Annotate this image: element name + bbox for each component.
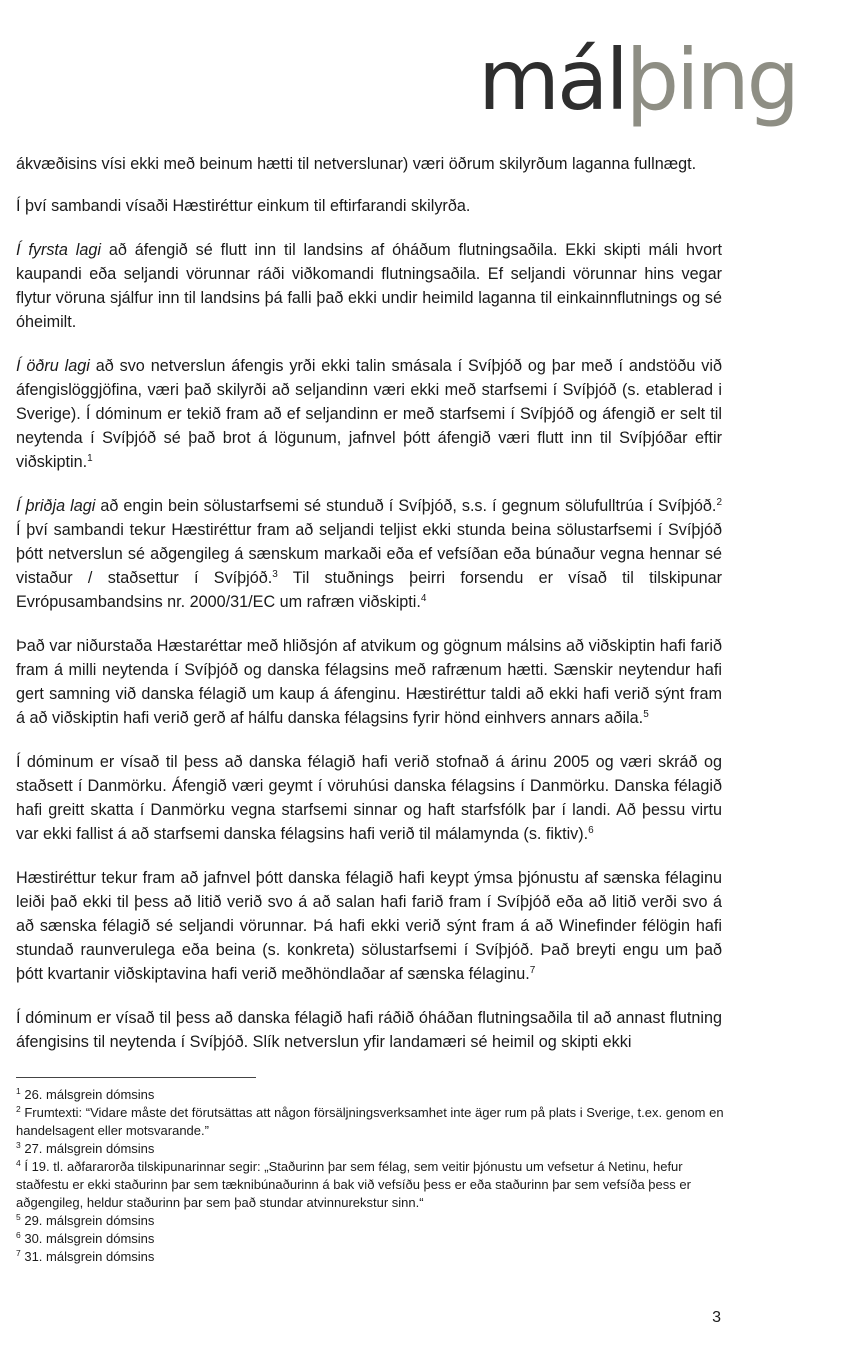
paragraph-text: Það var niðurstaða Hæstaréttar með hliðsjón af atvikum og gögnum málsins að viðskiptin hafi farið fram á milli neytenda í Svíþjóð og danska félagsins með rafrænum hætti. Sænskir neytendur hafi gert samning við danska félagið um kaup á áfenginu. Hæstiréttur taldi að ekki hafi verið sýnt fram á að viðskiptin hafi verið gerð af hálfu danska félagsins fyrir hönd einhvers annars aðila. — [16, 637, 722, 727]
paragraph-text: Hæstiréttur tekur fram að jafnvel þótt danska félagið hafi keypt ýmsa þjónustu af sænska félaginu leiði það ekki til þess að litið verið svo á að salan hafi farið fram í Svíþjóð eða að litið verði svo á að sænska félagið sé seljandi vörunnar. Þá hafi ekki verið sýnt fram á að Winefinder félögin hafi stundað raunverulega eða beina (s. konkreta) sölustarfsemi í Svíþjóð. Það breyti engu um það þótt kvartanir viðskiptavina hafi verið meðhöndlaðar af sænska félaginu. — [16, 869, 722, 983]
body-text — [16, 152, 722, 1074]
paragraph-text: að svo netverslun áfengis yrði ekki talin smásala í Svíþjóð og þar með í andstöðu við áfengislöggjöfina, væri það skilyrði að seljandinn væri ekki með starfsemi í Svíþjóð (s. etablerad i Sverige). Í dóminum er tekið fram að ef seljandinn er með starfsemi í Svíþjóð og áfengið er selt til neytenda í Svíþjóð sé það brot á lögunum, jafnvel þótt áfengið væri flutt inn til Svíþjóðar eftir viðskiptin. — [16, 357, 723, 471]
paragraph-text: ákvæðisins vísi ekki með beinum hætti til netverslunar) væri öðrum skilyrðum laganna fullnægt. — [16, 155, 697, 173]
footnote-number: 1 — [16, 1086, 21, 1096]
footnote-number: 4 — [16, 1158, 21, 1168]
paragraph-thridja-lagi — [16, 494, 722, 614]
footnote-text: 31. málsgrein dómsins — [20, 1249, 155, 1264]
paragraph-7 — [16, 866, 722, 986]
paragraph-1 — [16, 194, 722, 218]
logo-part-thing: þing — [625, 31, 797, 129]
footnote-number: 5 — [16, 1212, 21, 1222]
footnote-text: 27. málsgrein dómsins — [20, 1141, 155, 1156]
footnote-separator — [16, 1077, 256, 1078]
paragraph-lead: Í öðru lagi — [16, 357, 90, 375]
footnote-number: 7 — [16, 1248, 21, 1258]
paragraph-lead: Í þriðja lagi — [16, 497, 96, 515]
paragraph-text: að engin bein sölustarfsemi sé stunduð í Svíþjóð, s.s. í gegnum sölufulltrúa í Svíþjóð. — [95, 497, 717, 515]
footnote-ref[interactable]: 2 — [716, 497, 722, 508]
footnote-number: 3 — [16, 1140, 21, 1150]
footnote-7 — [16, 1248, 726, 1266]
footnote-number: 6 — [16, 1230, 21, 1240]
footnote-text: Í 19. tl. aðfararorða tilskipunarinnar segir: „Staðurinn þar sem félag, sem veitir þjónustu um vefsetur á Netinu, hefur staðfestu er ekki staðurinn þar sem tæknibúnaðurinn á bak við vefsíðu þess er eða staðurinn þar sem vefsíða þess er aðgengileg, heldur staðurinn þar sem það stundar atvinnurekstur sinn.“ — [16, 1159, 691, 1210]
footnotes — [16, 1086, 726, 1266]
paragraph-odru-lagi — [16, 354, 722, 474]
footnote-ref[interactable]: 7 — [529, 965, 536, 976]
paragraph-text: Til stuðnings þeirri forsendu er vísað til tilskipunar Evrópusambandsins nr. 2000/31/EC um rafræn viðskipti. — [16, 569, 722, 611]
footnote-ref[interactable]: 6 — [588, 825, 594, 836]
paragraph-text: Í því sambandi tekur Hæstiréttur fram að seljandi teljist ekki stunda beina sölustarfsemi í Svíþjóð þótt netverslun sé aðgengileg á sænskum markaði eða ef vefsíðan eða búnaður vegna hennar sé vistaður / staðsettur í Svíþjóð. — [16, 521, 722, 587]
paragraph-fyrsta-lagi — [16, 238, 722, 334]
logo-part-mal: mál — [478, 31, 626, 129]
footnote-text: 30. málsgrein dómsins — [20, 1231, 155, 1246]
footnote-ref[interactable]: 3 — [272, 569, 278, 580]
footnote-3 — [16, 1140, 726, 1158]
malthing-logo — [478, 31, 797, 129]
paragraph-5 — [16, 634, 722, 730]
footnote-5 — [16, 1212, 726, 1230]
paragraph-lead: Í fyrsta lagi — [16, 241, 101, 259]
paragraph-0 — [16, 152, 722, 176]
paragraph-6 — [16, 750, 722, 846]
footnote-number: 2 — [16, 1104, 21, 1114]
paragraph-8 — [16, 1006, 722, 1054]
paragraph-text: að áfengið sé flutt inn til landsins af óháðum flutningsaðila. Ekki skipti máli hvort kaupandi eða seljandi vörunnar ráði viðkomandi flutningsaðila. Ef seljandi vörunnar hins vegar flytur vöruna sjálfur inn til landsins þá falli það ekki undir heimild laganna til einkainnflutnings og sé óheimilt. — [16, 241, 722, 331]
footnote-ref[interactable]: 4 — [420, 593, 427, 604]
footnote-ref[interactable]: 5 — [643, 709, 649, 720]
paragraph-text: Í því sambandi vísaði Hæstiréttur einkum til eftirfarandi skilyrða. — [16, 197, 471, 215]
footnote-ref[interactable]: 1 — [87, 453, 93, 464]
footnote-2 — [16, 1104, 726, 1140]
footnote-4 — [16, 1158, 726, 1212]
page-number: 3 — [712, 1309, 721, 1326]
paragraph-text: Í dóminum er vísað til þess að danska félagið hafi verið stofnað á árinu 2005 og væri skráð og staðsett í Danmörku. Áfengið væri geymt í vöruhúsi danska félagsins í Danmörku. Danska félagið hafi greitt skatta í Danmörku vegna starfsemi sinnar og haft starfsfólk þar í landi. Að þessu virtu var ekki fallist á að starfsemi danska félagsins hafi verið til málamynda (s. fiktiv). — [16, 753, 722, 843]
footnote-6 — [16, 1230, 726, 1248]
footnote-1 — [16, 1086, 726, 1104]
footnote-text: 29. málsgrein dómsins — [20, 1213, 155, 1228]
footnote-text: Frumtexti: “Vidare måste det förutsättas att någon försäljningsverksamhet inte äger rum på plats i Sverige, t.ex. genom en handelsagent eller motsvarande.” — [16, 1105, 724, 1138]
footnote-text: 26. málsgrein dómsins — [20, 1087, 155, 1102]
paragraph-text: Í dóminum er vísað til þess að danska félagið hafi ráðið óháðan flutningsaðila til að annast flutning áfengisins til neytenda í Svíþjóð. Slík netverslun yfir landamæri sé heimil og skipti ekki — [16, 1009, 722, 1051]
